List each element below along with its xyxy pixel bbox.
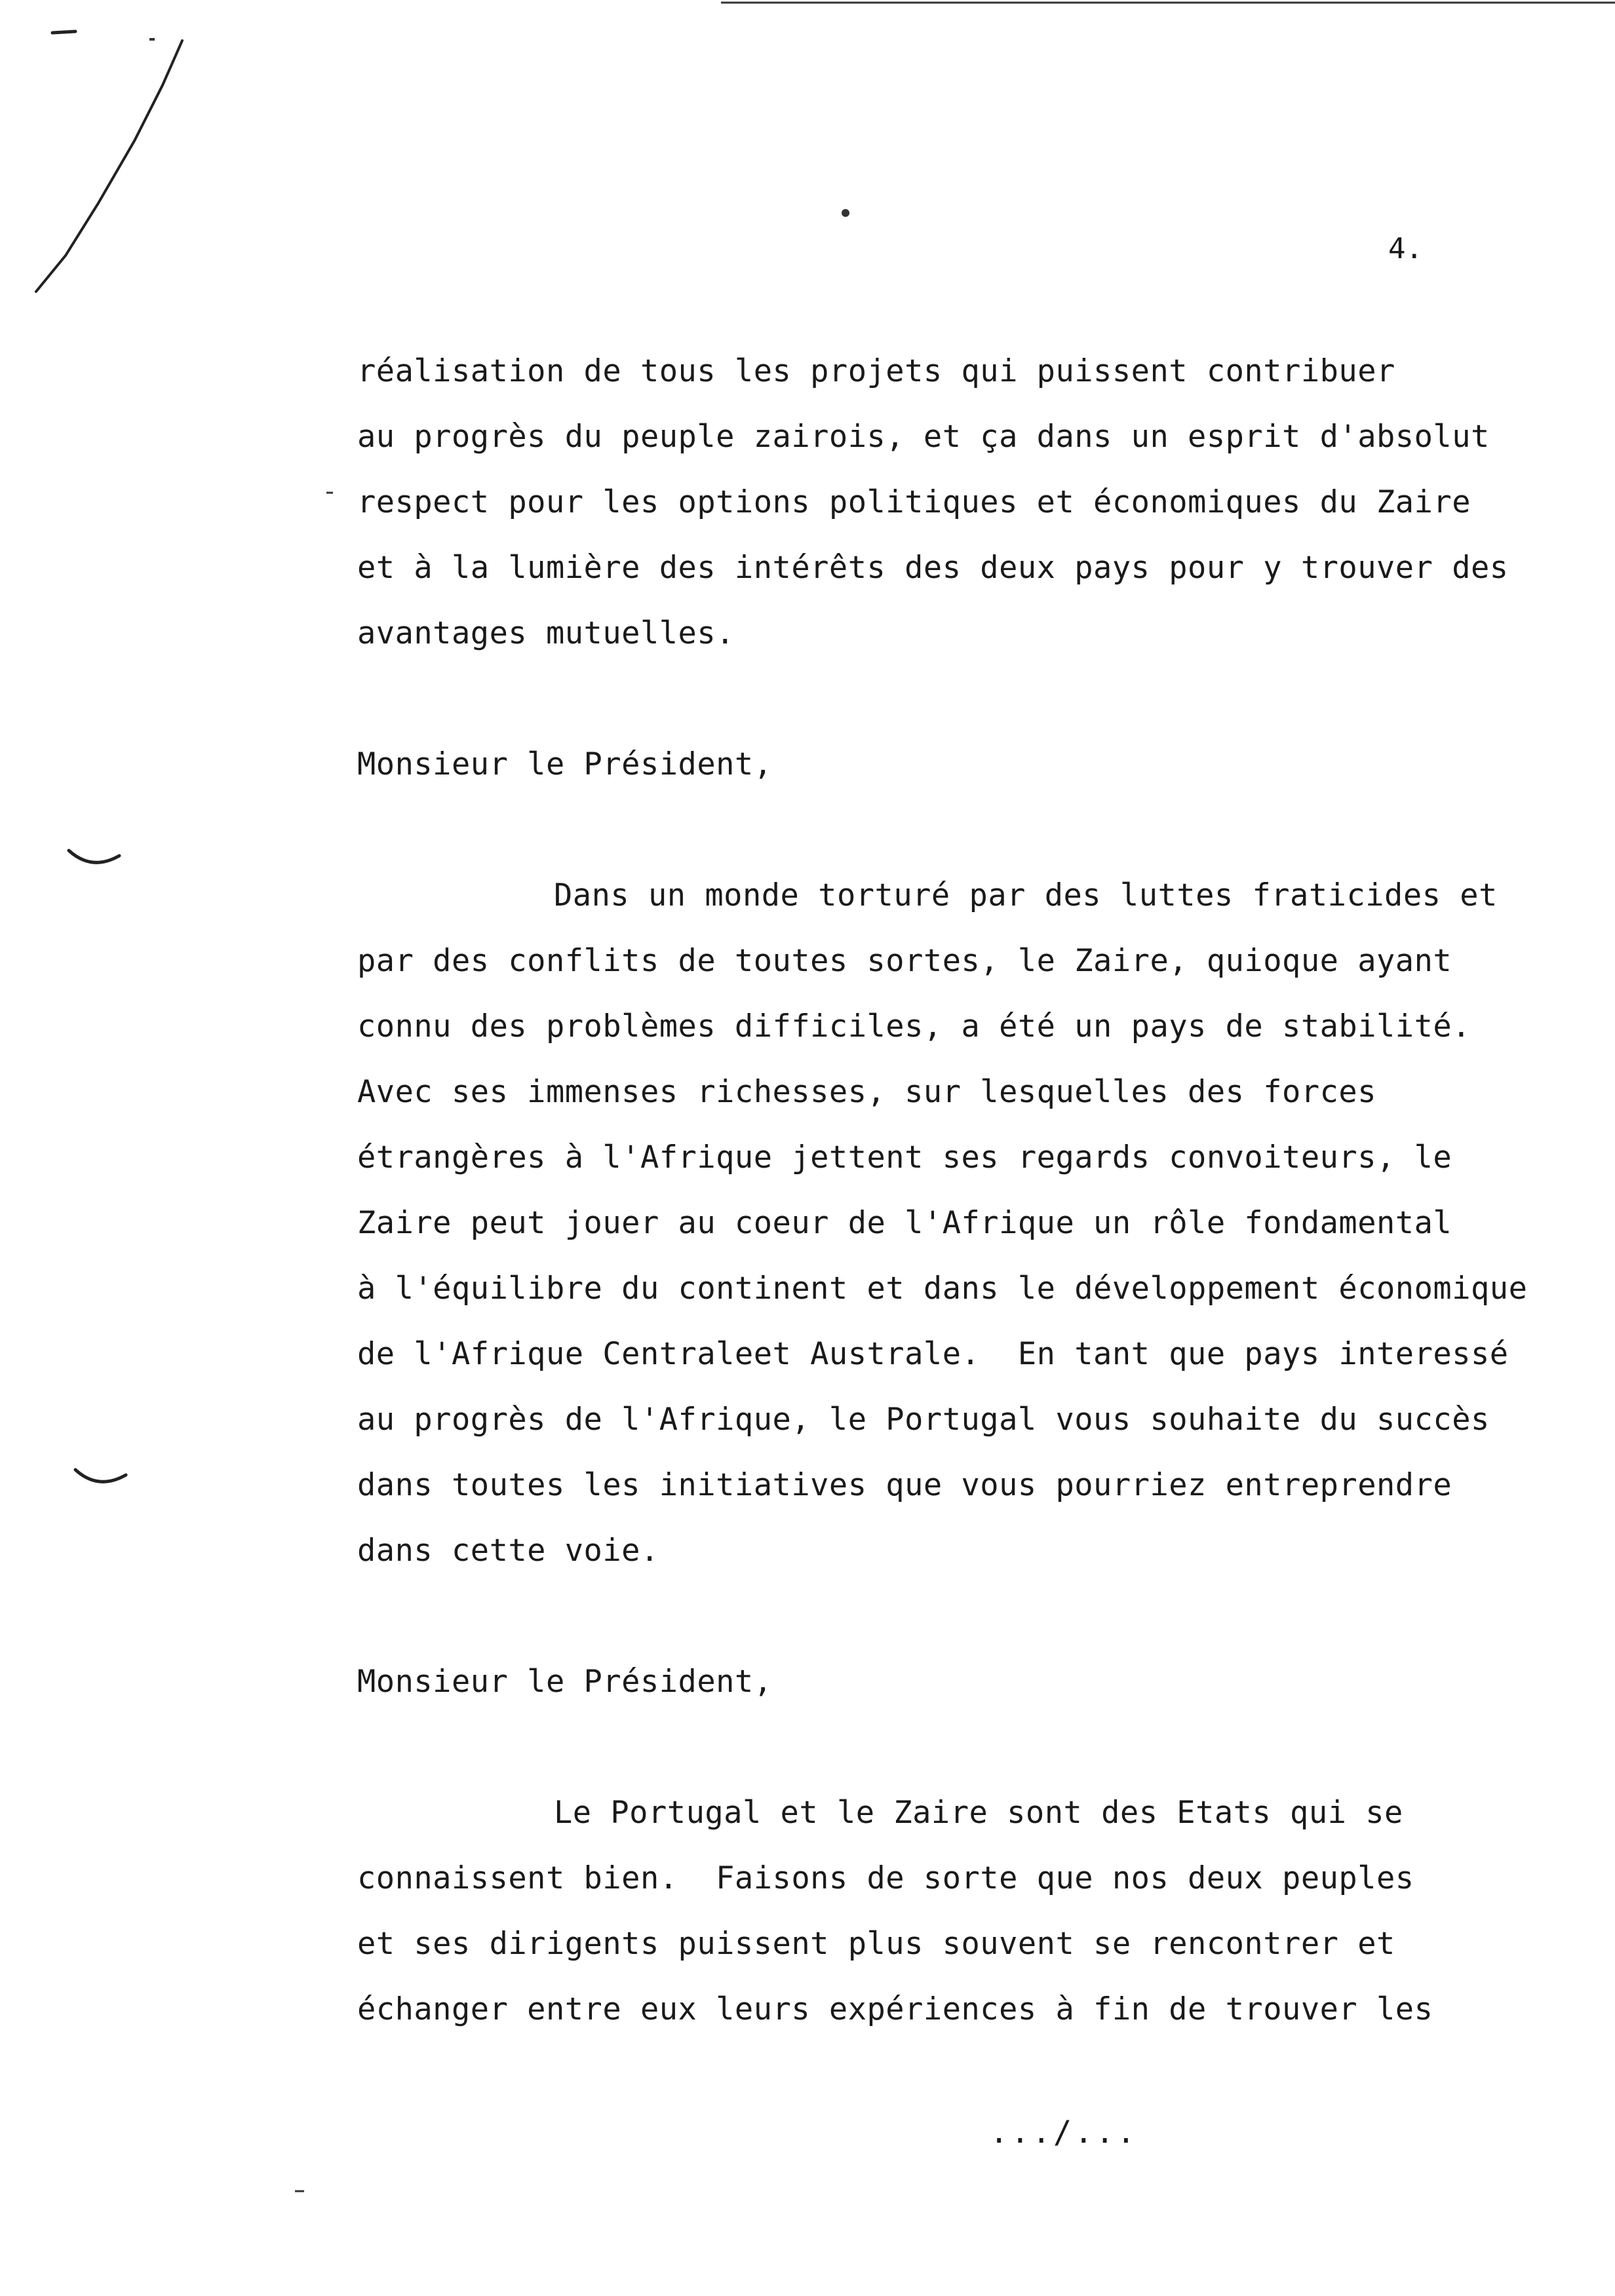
body-line: connaissent bien. Faisons de sorte que nos deux peuples xyxy=(357,1860,1414,1896)
stray-tick-mark xyxy=(295,2189,305,2194)
top-rule-mark xyxy=(721,0,1615,7)
body-line: avantages mutuelles. xyxy=(357,615,735,651)
body-line: respect pour les options politiques et économiques du Zaire xyxy=(357,484,1471,520)
binding-curve-mark xyxy=(66,845,125,878)
punch-dot-mark xyxy=(839,206,852,220)
body-line: Le Portugal et le Zaire sont des Etats qui se xyxy=(554,1795,1403,1831)
pen-stroke-mark xyxy=(0,0,210,328)
body-line: à l'équilibre du continent et dans le développement économique xyxy=(357,1271,1528,1307)
body-line: Avec ses immenses richesses, sur lesquelles des forces xyxy=(357,1074,1377,1110)
page-number: 4. xyxy=(1388,232,1423,265)
body-line: au progrès de l'Afrique, le Portugal vous souhaite du succès xyxy=(357,1402,1490,1438)
body-line: échanger entre eux leurs expériences à fin de trouver les xyxy=(357,1991,1433,2027)
continuation-mark: .../... xyxy=(990,2114,1138,2151)
body-line: et ses dirigents puissent plus souvent se rencontrer et xyxy=(357,1926,1395,1962)
body-line: dans cette voie. xyxy=(357,1533,659,1569)
salutation: Monsieur le Président, xyxy=(357,1664,773,1700)
body-line: étrangères à l'Afrique jettent ses regards convoiteurs, le xyxy=(357,1139,1452,1176)
body-line: et à la lumière des intérêts des deux pays pour y trouver des xyxy=(357,550,1509,586)
body-line: Dans un monde torturé par des luttes fraticides et xyxy=(554,877,1498,913)
stray-tick-mark xyxy=(326,490,334,495)
body-line: de l'Afrique Centraleet Australe. En tant que pays interessé xyxy=(357,1336,1509,1372)
body-line: connu des problèmes difficiles, a été un pays de stabilité. xyxy=(357,1008,1471,1044)
salutation: Monsieur le Président, xyxy=(357,746,773,782)
body-line: Zaire peut jouer au coeur de l'Afrique un rôle fondamental xyxy=(357,1205,1452,1241)
body-line: par des conflits de toutes sortes, le Zaire, quioque ayant xyxy=(357,943,1452,979)
body-line: dans toutes les initiatives que vous pourriez entreprendre xyxy=(357,1467,1452,1503)
binding-curve-mark xyxy=(72,1464,131,1497)
body-line: au progrès du peuple zairois, et ça dans un esprit d'absolut xyxy=(357,419,1490,455)
body-line: réalisation de tous les projets qui puissent contribuer xyxy=(357,353,1395,389)
